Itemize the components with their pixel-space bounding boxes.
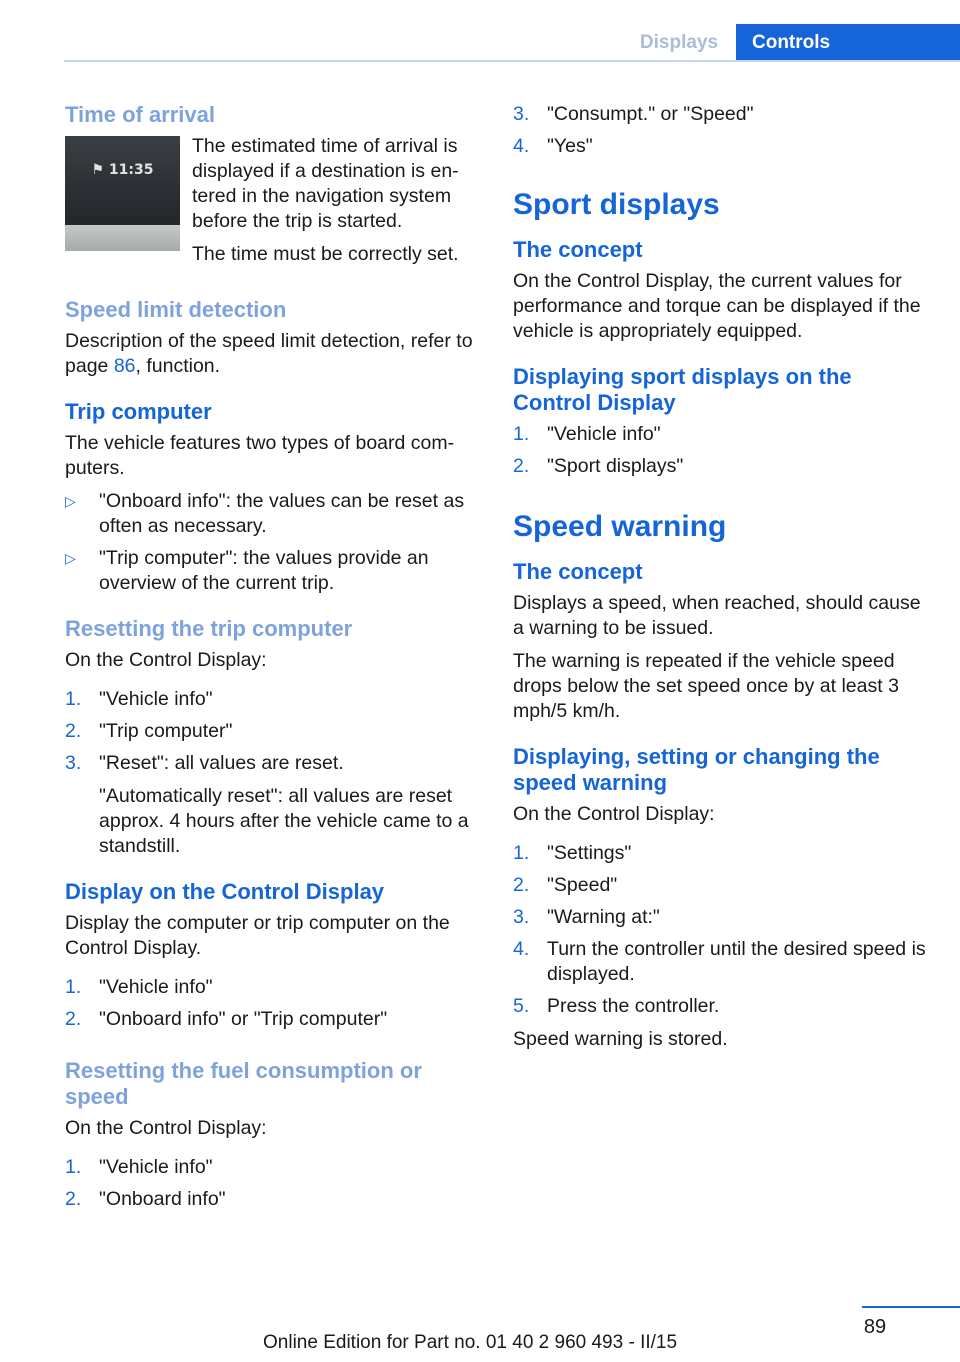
arrival-time-note: The time must be correctly set. [192, 243, 459, 265]
list-item: 1. "Vehicle info" [65, 688, 213, 710]
header-chapter-tab: Controls [736, 24, 960, 61]
sport-steps [513, 422, 933, 479]
display-text: Display the computer or trip computer on the Control Display. [65, 912, 450, 959]
list-item: 2. "Onboard info" [65, 1188, 226, 1210]
reset-fuel-steps [65, 1155, 477, 1212]
reset-trip-intro: On the Control Display: [65, 649, 267, 671]
list-item: 5. Press the controller. [513, 995, 720, 1017]
time-of-arrival-block [65, 134, 477, 275]
warning-concept-heading: The concept [513, 559, 643, 584]
reset-trip-steps [65, 687, 477, 776]
triangle-bullet-icon: ▷ [65, 493, 76, 509]
footer-rule [862, 1306, 960, 1308]
list-item: 1. "Vehicle info" [513, 423, 661, 445]
reset-fuel-intro: On the Control Display: [65, 1117, 267, 1139]
list-item: 2. "Onboard info" or "Trip computer" [65, 1008, 388, 1030]
header-section-tab: Displays [639, 32, 719, 53]
edition-note: Online Edition for Part no. 01 40 2 960 493 - II/15 [263, 1332, 678, 1353]
trip-computer-bullets [65, 489, 477, 596]
reset-fuel-steps-continued [513, 102, 933, 159]
list-item: 3. "Consumpt." or "Speed" [513, 103, 754, 125]
right-column [513, 102, 933, 1060]
list-item: ▷ "Trip computer": the values provide an overview of the current trip. [65, 547, 429, 594]
speed-limit-heading: Speed limit detection [65, 297, 287, 322]
page-link[interactable]: 86 [113, 355, 136, 377]
speed-limit-text: Description of the speed limit detection, refer to page 86, function. [65, 330, 473, 377]
warning-steps [513, 841, 933, 1019]
list-item: 2. "Sport displays" [513, 455, 684, 477]
warning-stored-text: Speed warning is stored. [513, 1028, 728, 1050]
sport-concept-text: On the Control Display, the current values for performance and torque can be displayed if the vehicle is appropriately equipped. [513, 270, 921, 342]
warning-concept-text: Displays a speed, when reached, should cause a warning to be issued. [513, 592, 921, 639]
trip-computer-heading: Trip computer [65, 399, 212, 424]
speed-warning-heading: Speed warning [513, 510, 727, 543]
triangle-bullet-icon: ▷ [65, 550, 76, 566]
header-rule [64, 60, 960, 62]
time-of-arrival-heading: Time of arrival [65, 102, 215, 127]
arrival-description: The estimated time of arrival is displayed if a destination is entered in the navigation system before the trip is started. [192, 135, 459, 232]
list-item: 2. "Trip computer" [65, 720, 233, 742]
list-item: 1. "Settings" [513, 842, 632, 864]
left-column [65, 102, 477, 1220]
list-item: 3. "Warning at:" [513, 906, 660, 928]
list-item: 4. "Yes" [513, 135, 593, 157]
warning-set-intro: On the Control Display: [513, 803, 715, 825]
list-item: 1. "Vehicle info" [65, 976, 213, 998]
reset-trip-heading: Resetting the trip computer [65, 616, 353, 641]
warning-repeat-text: The warning is repeated if the vehicle speed drops below the set speed once by at least 3 mph/5 km/h. [513, 650, 899, 722]
arrival-time-readout: ⚑ 11:35 [91, 162, 154, 178]
sport-concept-heading: The concept [513, 237, 643, 262]
list-item: ▷ "Onboard info": the values can be reset as often as necessary. [65, 490, 465, 537]
flag-icon: ⚑ [91, 162, 105, 178]
arrival-time-display-image [65, 136, 180, 251]
trip-computer-text: The vehicle features two types of board computers. [65, 432, 455, 479]
display-heading: Display on the Control Display [65, 879, 385, 904]
sport-displays-heading: Sport displays [513, 188, 720, 221]
warning-set-heading: Displaying, setting or changing the speed warning [513, 744, 880, 795]
list-item: 4. Turn the controller until the desired speed is displayed. [513, 938, 926, 985]
auto-reset-note: "Automatically reset": all values are reset approx. 4 hours after the vehicle came to a standstill. [99, 785, 469, 857]
sport-show-heading: Displaying sport displays on the Control Display [513, 364, 852, 415]
list-item: 1. "Vehicle info" [65, 1156, 213, 1178]
list-item: 3. "Reset": all values are reset. [65, 752, 344, 774]
reset-fuel-heading: Resetting the fuel consumption or speed [65, 1058, 422, 1109]
list-item: 2. "Speed" [513, 874, 618, 896]
page-number: 89 [863, 1316, 887, 1338]
display-steps [65, 975, 477, 1032]
